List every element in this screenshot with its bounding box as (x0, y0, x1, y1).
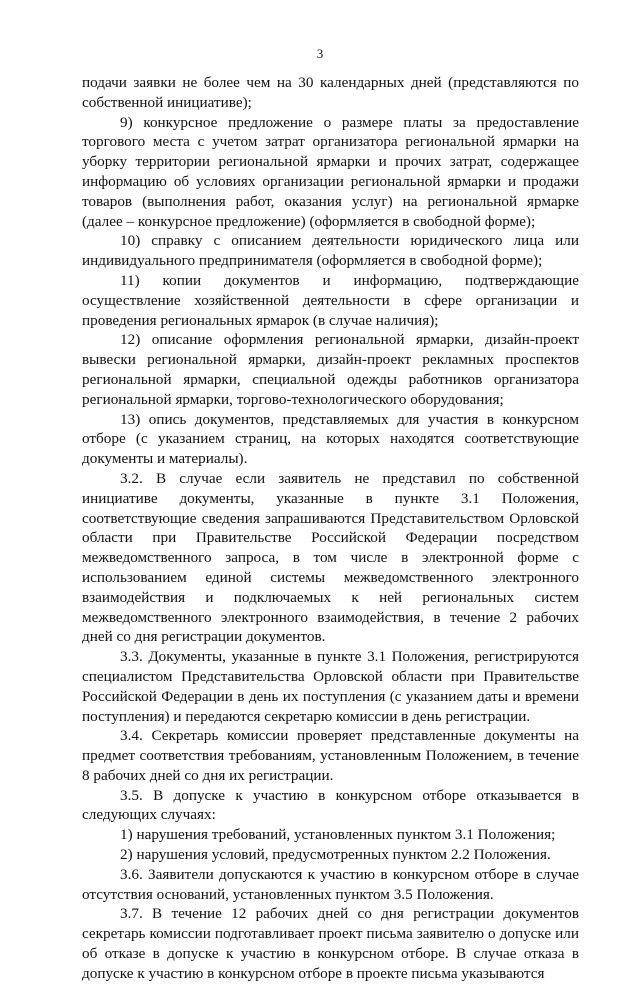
paragraph: подачи заявки не более чем на 30 календарных дней (представляются по собственной инициативе); (82, 74, 579, 111)
paragraph: 3.3. Документы, указанные в пункте 3.1 Положения, регистрируются специалистом Представительства Орловской области при Правительстве Российской Федерации в день их поступления (с указанием даты и времени поступления) и передаются секретарю комиссии в день регистрации. (82, 648, 579, 725)
paragraph: 10) справку с описанием деятельности юридического лица или индивидуального предпринимателя (оформляется в свободной форме); (82, 232, 579, 270)
paragraph: 3.7. В течение 12 рабочих дней со дня регистрации документов секретарь комиссии подготавливает проект письма заявителю о допуске или об отказе в допуске к участию в конкурсном отборе. В случае отказа в допуске к участию в конкурсном отборе в проекте письма указываются (82, 905, 579, 982)
page-number: 3 (316, 46, 324, 61)
paragraph: 12) описание оформления региональной ярмарки, дизайн-проект вывески региональной ярмарки, дизайн-проект рекламных проспектов региональной ярмарки, специальной одежды работников организатора региональной ярмарки, торгово-технологического оборудования; (82, 331, 579, 408)
paragraph: 3.4. Секретарь комиссии проверяет представленные документы на предмет соответствия требованиям, установленным Положением, в течение 8 рабочих дней со дня их регистрации. (82, 727, 579, 784)
paragraph: 9) конкурсное предложение о размере платы за предоставление торгового места с учетом затрат организатора региональной ярмарки на уборку территории региональной ярмарки и прочих затрат, содержащее информацию об условиях организации региональной ярмарки и продажи товаров (выполнения работ, оказания услуг) на региональной ярмарке (далее – конкурсное предложение) (оформляется в свободной форме); (82, 113, 579, 230)
paragraph: 2) нарушения условий, предусмотренных пунктом 2.2 Положения. (120, 846, 551, 864)
paragraph: 1) нарушения требований, установленных пунктом 3.1 Положения; (120, 826, 556, 844)
paragraph: 3.2. В случае если заявитель не представил по собственной инициативе документы, указанные в пункте 3.1 Положения, соответствующие сведения запрашиваются Представительством Орловской области при Правительстве Российской Федерации посредством межведомственного запроса, в том числе в электронной форме с использованием единой системы межведомственного электронного взаимодействия и подключаемых к ней региональных систем межведомственного электронного взаимодействия, в течение 2 рабочих дней со дня регистрации документов. (82, 469, 579, 646)
paragraph: 11) копии документов и информацию, подтверждающие осуществление хозяйственной деятельности в сфере организации и проведения региональных ярмарок (в случае наличия); (82, 271, 579, 329)
paragraph: 3.6. Заявители допускаются к участию в конкурсном отборе в случае отсутствия оснований, установленных пунктом 3.5 Положения. (82, 865, 579, 903)
paragraph: 3.5. В допуске к участию в конкурсном отборе отказывается в следующих случаях: (82, 786, 579, 824)
paragraph: 13) опись документов, представляемых для участия в конкурсном отборе (с указанием страниц, на которых находятся соответствующие документы и материалы). (82, 410, 579, 468)
document-body (82, 73, 579, 984)
